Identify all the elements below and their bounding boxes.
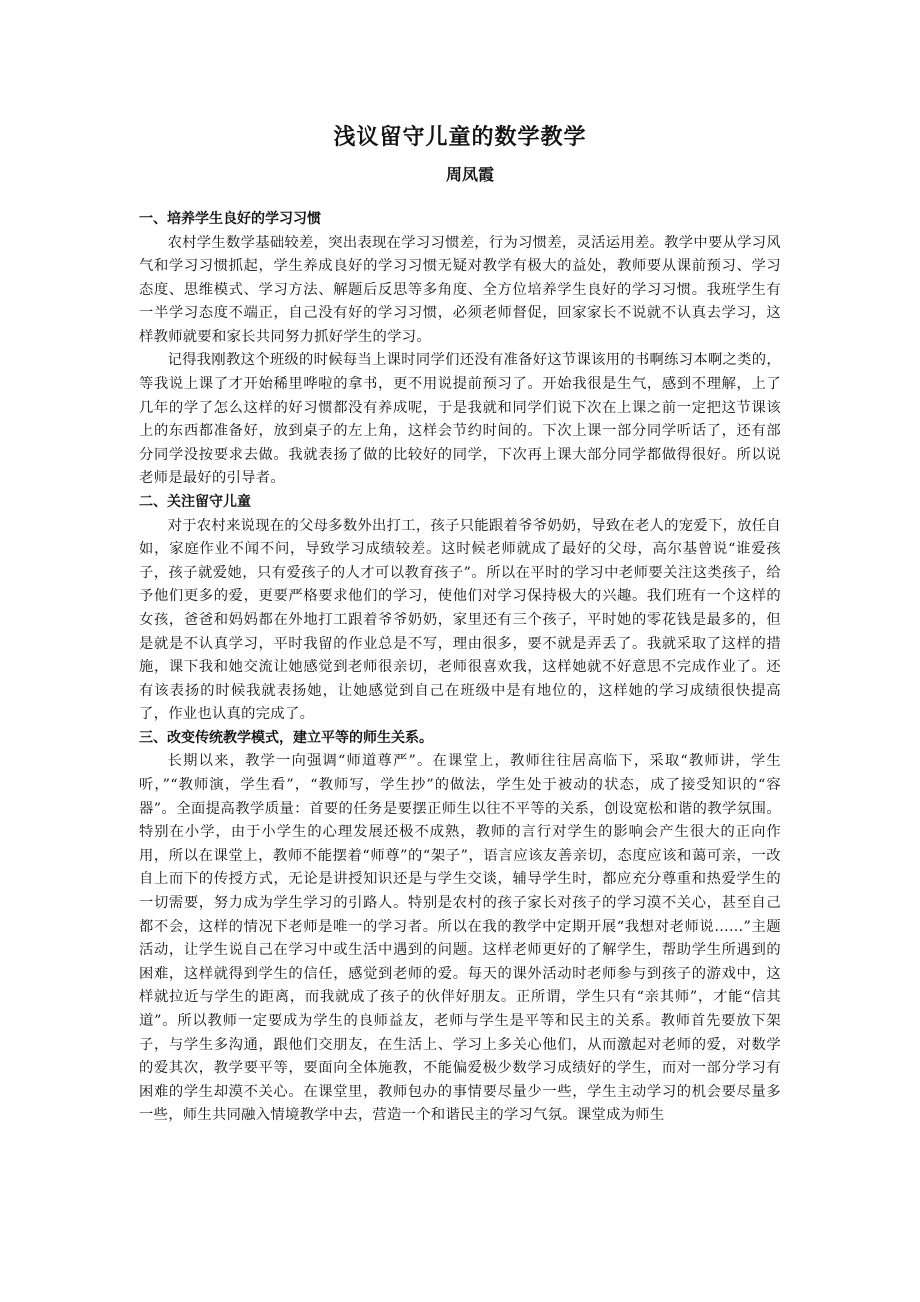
section-1-heading: 一、培养学生良好的学习习惯 bbox=[139, 211, 321, 227]
section-1-paragraph-1: 农村学生数学基础较差，突出表现在学习习惯差，行为习惯差，灵活运用差。教学中要从学习风气和学习习惯抓起，学生养成良好的学习习惯无疑对教学有极大的益处，教师要从课前预习、学习态度、思维模式、学习方法、解题后反思等多角度、全方位培养学生良好的学习习惯。我班学生有一半学习态度不端正，自己没有好的学习习惯，必须老师督促，回家家长不说就不认真去学习，这样教师就要和家长共同努力抓好学生的学习。 bbox=[139, 234, 781, 345]
section-3-paragraph-1: 长期以来，教学一向强调“师道尊严”。在课堂上，教师往往居高临下，采取“教师讲，学生听，”“教师演，学生看”，“教师写，学生抄”的做法，学生处于被动的状态，成了接受知识的“容器”。全面提高教学质量：首要的任务是要摆正师生以往不平等的关系，创设宽松和谐的教学氛围。特别在小学，由于小学生的心理发展还极不成熟，教师的言行对学生的影响会产生很大的正向作用，所以在课堂上，教师不能摆着“师尊”的“架子”，语言应该友善亲切，态度应该和蔼可亲，一改自上而下的传授方式，无论是讲授知识还是与学生交谈，辅导学生时，都应充分尊重和热爱学生的一切需要，努力成为学生学习的引路人。特别是农村的孩子家长对孩子的学习漠不关心，甚至自己都不会，这样的情况下老师是唯一的学习者。所以在我的教学中定期开展“我想对老师说……”主题活动，让学生说自己在学习中或生活中遇到的问题。这样老师更好的了解学生，帮助学生所遇到的困难，这样就得到学生的信任，感觉到老师的爱。每天的课外活动时老师参与到孩子的游戏中，这样就拉近与学生的距离，而我就成了孩子的伙伴好朋友。正所谓，学生只有“亲其师”，才能“信其道”。所以教师一定要成为学生的良师益友，老师与学生是平等和民主的关系。教师首先要放下架子，与学生多沟通，跟他们交朋友，在生活上、学习上多关心他们，从而激起对老师的爱，对数学的爱其次，教学要平等，要面向全体施教，不能偏爱极少数学习成绩好的学生，而对一部分学习有困难的学生却漠不关心。在课堂里，教师包办的事情要尽量少一些，学生主动学习的机会要尽量多一些，师生共同融入情境教学中去，营造一个和谐民主的学习气氛。课堂成为师生 bbox=[139, 753, 781, 1124]
section-2-heading: 二、关注留守儿童 bbox=[139, 494, 251, 511]
document-author: 周凤霞 bbox=[445, 165, 494, 184]
document-title: 浅议留守儿童的数学教学 bbox=[333, 125, 587, 150]
section-3-heading: 三、改变传统教学模式，建立平等的师生关系。 bbox=[139, 729, 433, 746]
document-body bbox=[139, 208, 781, 1128]
section-2-paragraph-1: 对于农村来说现在的父母多数外出打工，孩子只能跟着爷爷奶奶，导致在老人的宠爱下，放任自如，家庭作业不闻不问，导致学习成绩较差。这时候老师就成了最好的父母，高尔基曾说“谁爱孩子，孩子就爱她，只有爱孩子的人才可以教育孩子”。所以在平时的学习中老师要关注这类孩子，给予他们更多的爱，更要严格要求他们的学习，使他们对学习保持极大的兴趣。我们班有一个这样的女孩，爸爸和妈妈都在外地打工跟着爷爷奶奶，家里还有三个孩子，平时她的零花钱是最多的，但是就是不认真学习，平时我留的作业总是不写，理由很多，要不就是弄丢了。我就采取了这样的措施，课下我和她交流让她感觉到老师很亲切，老师很喜欢我，这样她就不好意思不完成作业了。还有该表扬的时候我就表扬她，让她感觉到自己在班级中是有地位的，这样她的学习成绩很快提高了，作业也认真的完成了。 bbox=[139, 517, 781, 723]
section-1-paragraph-2: 记得我刚教这个班级的时候每当上课时同学们还没有准备好这节课该用的书啊练习本啊之类的，等我说上课了才开始稀里哗啦的拿书，更不用说提前预习了。开始我很是生气，感到不理解，上了几年的学了怎么这样的好习惯都没有养成呢，于是我就和同学们说下次在上课之前一定把这节课该上的东西都准备好，放到桌子的左上角，这样会节约时间的。下次上课一部分同学听话了，还有部分同学没按要求去做。我就表扬了做的比较好的同学，下次再上课大部分同学都做得很好。所以说老师是最好的引导者。 bbox=[139, 352, 781, 487]
